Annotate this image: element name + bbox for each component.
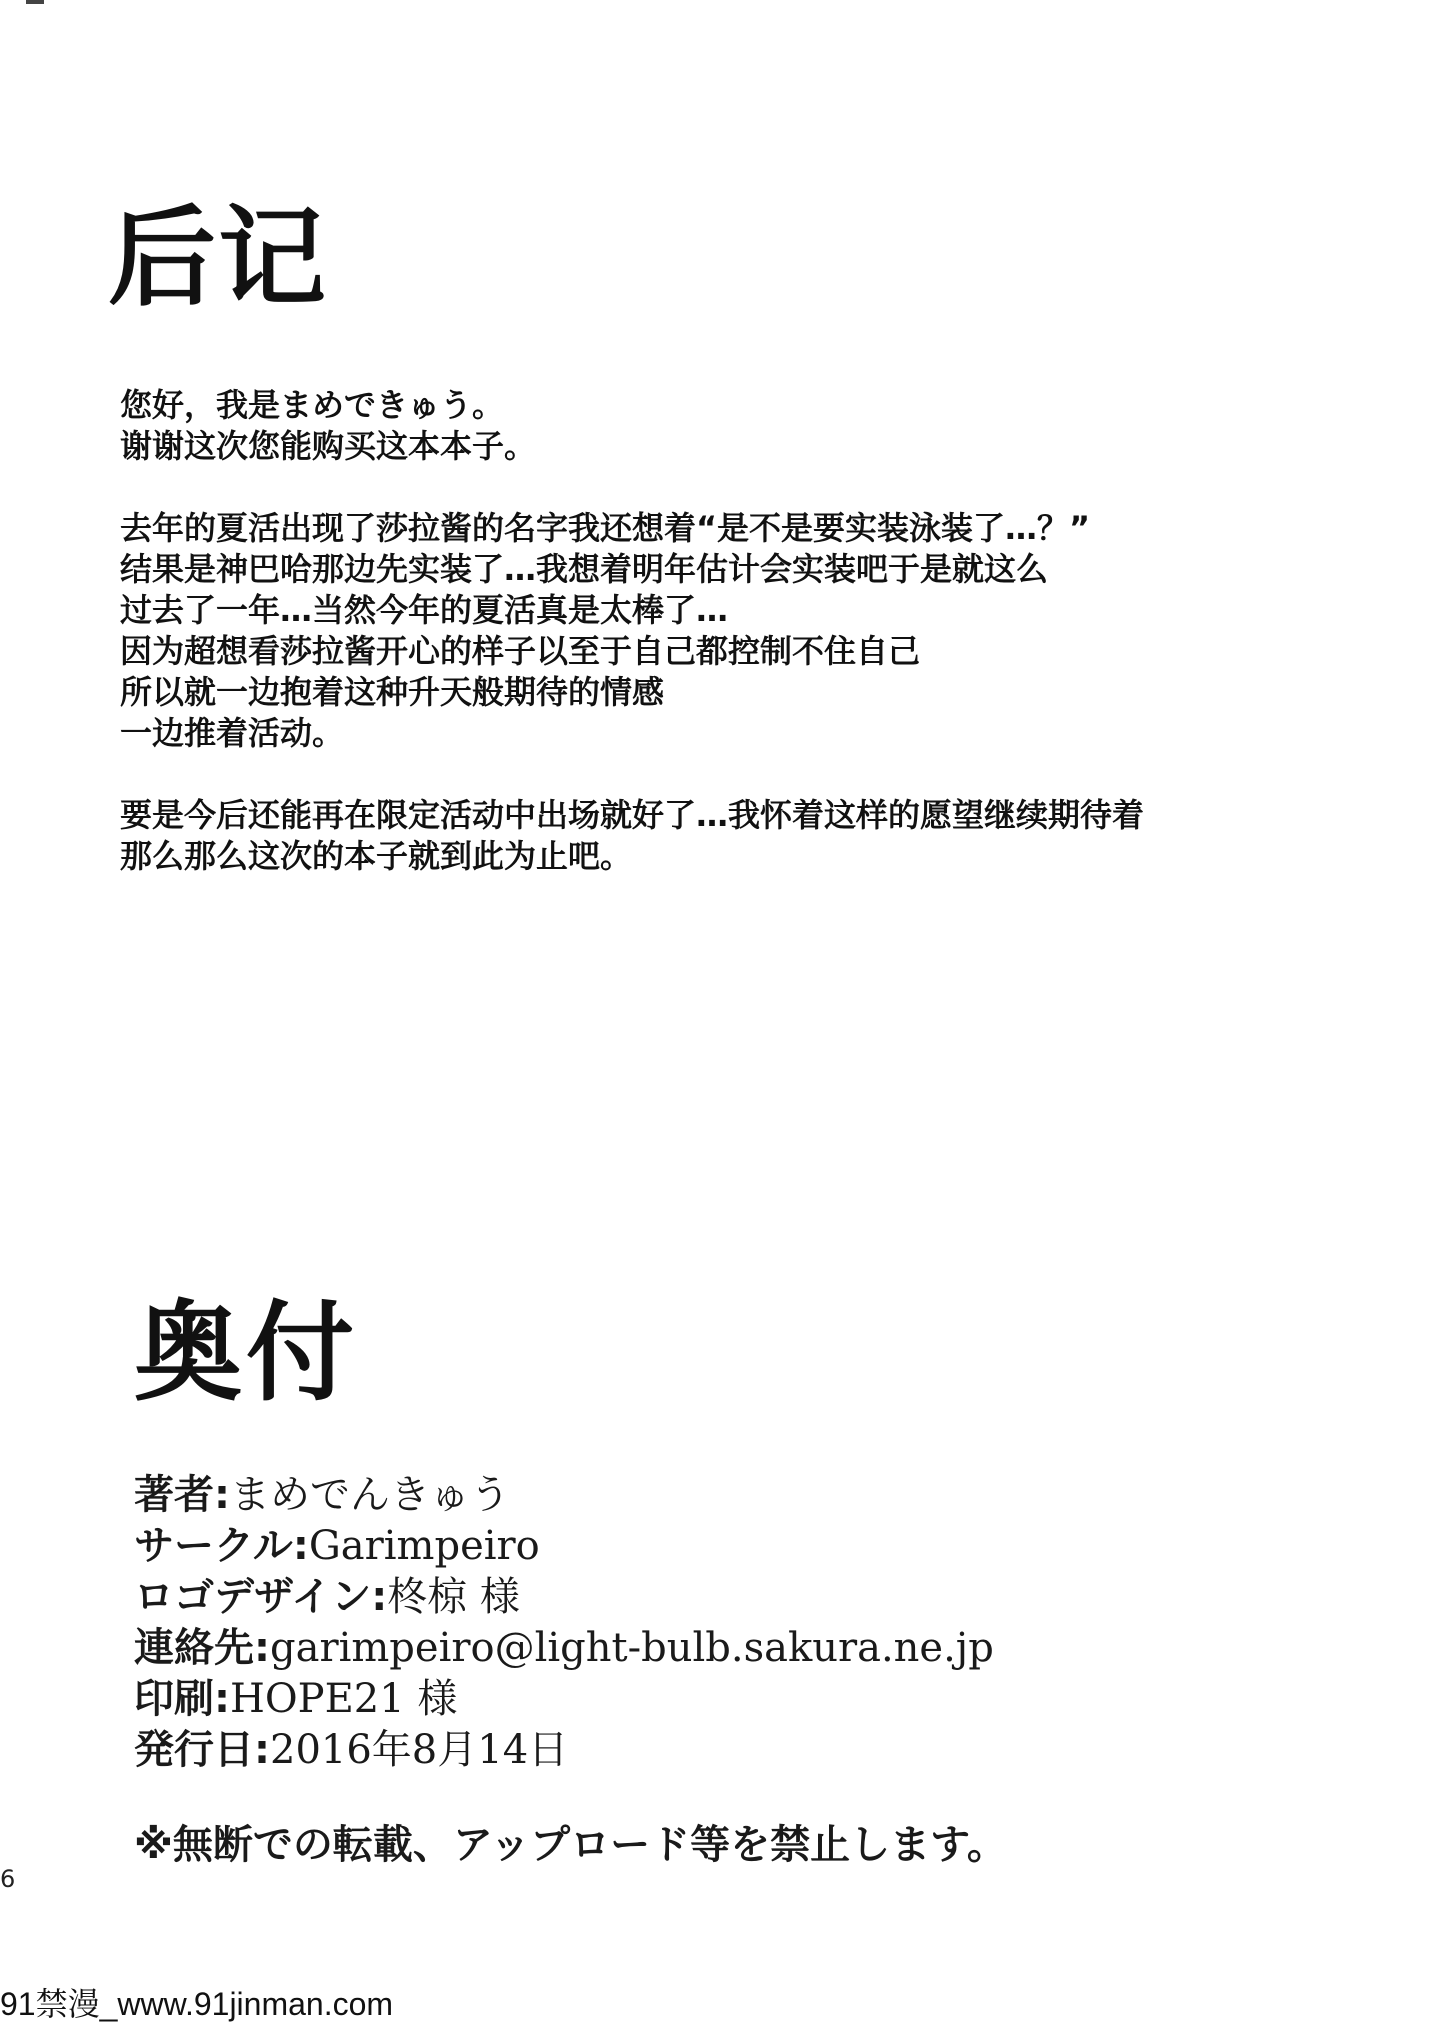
row-value: Garimpeiro (308, 1523, 540, 1569)
row-value: 2016年8月14日 (270, 1727, 569, 1773)
row-separator: : (371, 1574, 388, 1620)
afterword-line: 所以就一边抱着这种升天般期待的情感 (120, 673, 665, 711)
colophon-row-author (134, 1470, 994, 1521)
row-value: まめでんきゅう (230, 1472, 510, 1518)
row-separator: : (214, 1472, 230, 1518)
colophon-row-printing (134, 1674, 994, 1725)
row-separator: : (254, 1727, 270, 1773)
colophon-heading: 奥付 (134, 1291, 359, 1416)
row-separator: : (292, 1523, 309, 1569)
row-label: 印刷 (134, 1676, 214, 1722)
afterword-line: 谢谢这次您能购买这本本子。 (120, 427, 537, 465)
paragraph-gap (120, 467, 1144, 508)
row-separator: : (214, 1676, 230, 1722)
page-number: 6 (0, 1865, 16, 1893)
row-label: 著者 (134, 1472, 214, 1518)
afterword-line: 结果是神巴哈那边先实装了…我想着明年估计会实装吧于是就这么 (120, 550, 1049, 588)
row-label: 連絡先 (134, 1625, 254, 1671)
afterword-line: 您好，我是まめできゅう。 (120, 386, 505, 424)
colophon-row-circle (134, 1521, 994, 1572)
afterword-line: 因为超想看莎拉酱开心的样子以至于自己都控制不住自己 (120, 632, 921, 670)
paragraph-gap (120, 754, 1144, 795)
afterword-line: 要是今后还能再在限定活动中出场就好了…我怀着这样的愿望继续期待着 (120, 796, 1145, 834)
afterword-body (120, 385, 1144, 877)
copyright-notice: ※無断での転載、アップロード等を禁止します。 (134, 1822, 1007, 1868)
afterword-line: 去年的夏活出现了莎拉酱的名字我还想着“是不是要实装泳装了…？” (120, 509, 1091, 547)
afterword-heading: 后记 (108, 196, 329, 321)
colophon-row-issue-date (134, 1725, 994, 1776)
colophon-row-logo-design (134, 1572, 994, 1623)
watermark-text: 91禁漫_www.91jinman.com (0, 1986, 394, 2022)
row-label: 発行日 (134, 1727, 254, 1773)
row-value: HOPE21 様 (230, 1676, 458, 1722)
colophon-row-contact (134, 1623, 994, 1674)
row-separator: : (254, 1625, 270, 1671)
row-value: garimpeiro@light-bulb.sakura.ne.jp (270, 1625, 994, 1671)
row-label: ロゴデザイン (134, 1574, 372, 1620)
afterword-line: 一边推着活动。 (120, 714, 345, 752)
scan-mark (26, 0, 44, 4)
colophon-details (134, 1470, 994, 1776)
row-label: サークル (134, 1523, 293, 1569)
afterword-line: 那么那么这次的本子就到此为止吧。 (120, 837, 633, 875)
afterword-line: 过去了一年…当然今年的夏活真是太棒了… (120, 591, 729, 629)
row-value: 柊椋 様 (387, 1574, 520, 1620)
